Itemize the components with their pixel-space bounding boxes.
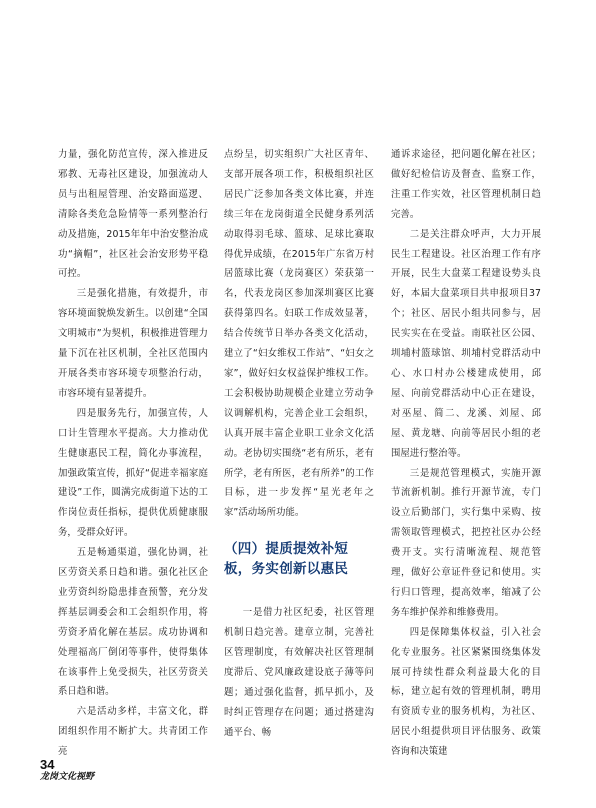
body-paragraph: 三是规范管理模式，实施开源节流新机制。推行开源节流，专门设立后勤部门，实行集中采购、按需领取管理模式，把控社区办公经费开支。实行清晰流程、规范管理，做好公章证件登记和使用。实行归口管理，提高效率，缩减了公务车维护保养和维修费用。 xyxy=(391,467,541,618)
body-paragraph: 通诉求途径，把问题化解在社区；做好纪检信访及督查、监察工作，注重工作实效，社区管理机制日趋完善。 xyxy=(391,149,541,220)
body-paragraph: 力量，强化防范宣传，深入推进反邪教、无毒社区建设，加强流动人员与出租屋管理、治安路面巡逻、清除各类危急险情等一系列整治行动及措施，2015年年中治安整治成功“摘帽”，社区社会治安形势平稳可控。 xyxy=(58,149,208,280)
section-heading: （四）提质提效补短板，务实创新以惠民 xyxy=(224,541,349,578)
magazine-logo: 龙岗文化视野 xyxy=(40,772,95,782)
body-paragraph: 五是畅通渠道，强化协调，社区劳资关系日趋和谐。强化社区企业劳资纠纷隐患排查预警，充分发挥基层调委会和工会组织作用，将劳资矛盾化解在基层。成功协调和处理福高厂倒闭等事件，使得集体在该事件上免受损失，社区劳资关系日趋和谐。 xyxy=(58,547,208,698)
body-paragraph: 六是活动多样，丰富文化，群团组织作用不断扩大。共青团工作亮 xyxy=(58,706,208,758)
page-number: 34 xyxy=(40,757,55,772)
text-column-2 xyxy=(224,145,374,743)
body-paragraph: 点纷呈，切实组织广大社区青年、支部开展各项工作，积极组织社区居民广泛参加各类文体比赛，并连续三年在龙岗街道全民健身系列活动取得羽毛球、篮球、足球比赛取得优异成绩，在2015年广东省万村居篮球比赛（龙岗赛区）荣获第一名，代表龙岗区参加深圳赛区比赛获得第四名。妇联工作成效显著，结合传统节日举办各类文化活动，建立了“妇女维权工作站”、“妇女之家”，做好妇女权益保护维权工作。工会积极协助规模企业建立劳动争议调解机构，完善企业工会组织，认真开展丰富企业职工业余文化活动。老协切实围绕“老有所乐，老有所学，老有所医，老有所养”的工作目标，进一步发挥“星光老年之家”活动场所功能。 xyxy=(224,149,374,519)
body-paragraph: 三是强化措施，有效提升，市容环境面貌焕发新生。以创建“全国文明城市”为契机，积极推进管理力量下沉在社区机制，全社区范围内开展各类市容环境专项整治行动，市容环境有显著提升。 xyxy=(58,288,208,399)
body-paragraph: 一是借力社区纪委，社区管理机制日趋完善。建章立制，完善社区管理制度，有效解决社区管理制度滞后、党风廉政建设底子薄等问题；通过强化监督，抓早抓小，及时纠正管理存在问题；通过搭建沟通平台、畅 xyxy=(224,607,374,738)
page-footer xyxy=(40,758,94,782)
text-column-3 xyxy=(391,145,541,762)
body-paragraph: 四是服务先行，加强宣传，人口计生管理水平提高。大力推动优生健康惠民工程，简化办事流程，加强政策宣传，抓好“促进幸福家庭建设”工作，圆满完成街道下达的工作岗位责任指标，提供优质健康服务，受群众好评。 xyxy=(58,407,208,539)
text-column-1 xyxy=(58,145,208,762)
body-paragraph: 二是关注群众呼声，大力开展民生工程建设。社区治理工作有序开展，民生大盘菜工程建设势头良好，本届大盘菜项目共申报项目37个；社区、居民小组共同参与，居民实实在在受益。南联社区公园、圳埔村篮球馆、圳埔村党群活动中心、水口村办公楼建成使用，邱屋、向前党群活动中心正在建设，对巫屋、简二、龙溪、刘屋、邱屋、黄龙塘、向前等居民小组的老围屋进行整治等。 xyxy=(391,228,541,459)
body-paragraph: 四是保障集体权益，引入社会化专业服务。社区紧紧围绕集体发展可持续性群众利益最大化的目标，建立起有效的管理机制，聘用有资质专业的服务机构，为社区、居民小组提供项目评估服务、政策咨询和决策建 xyxy=(391,626,541,758)
